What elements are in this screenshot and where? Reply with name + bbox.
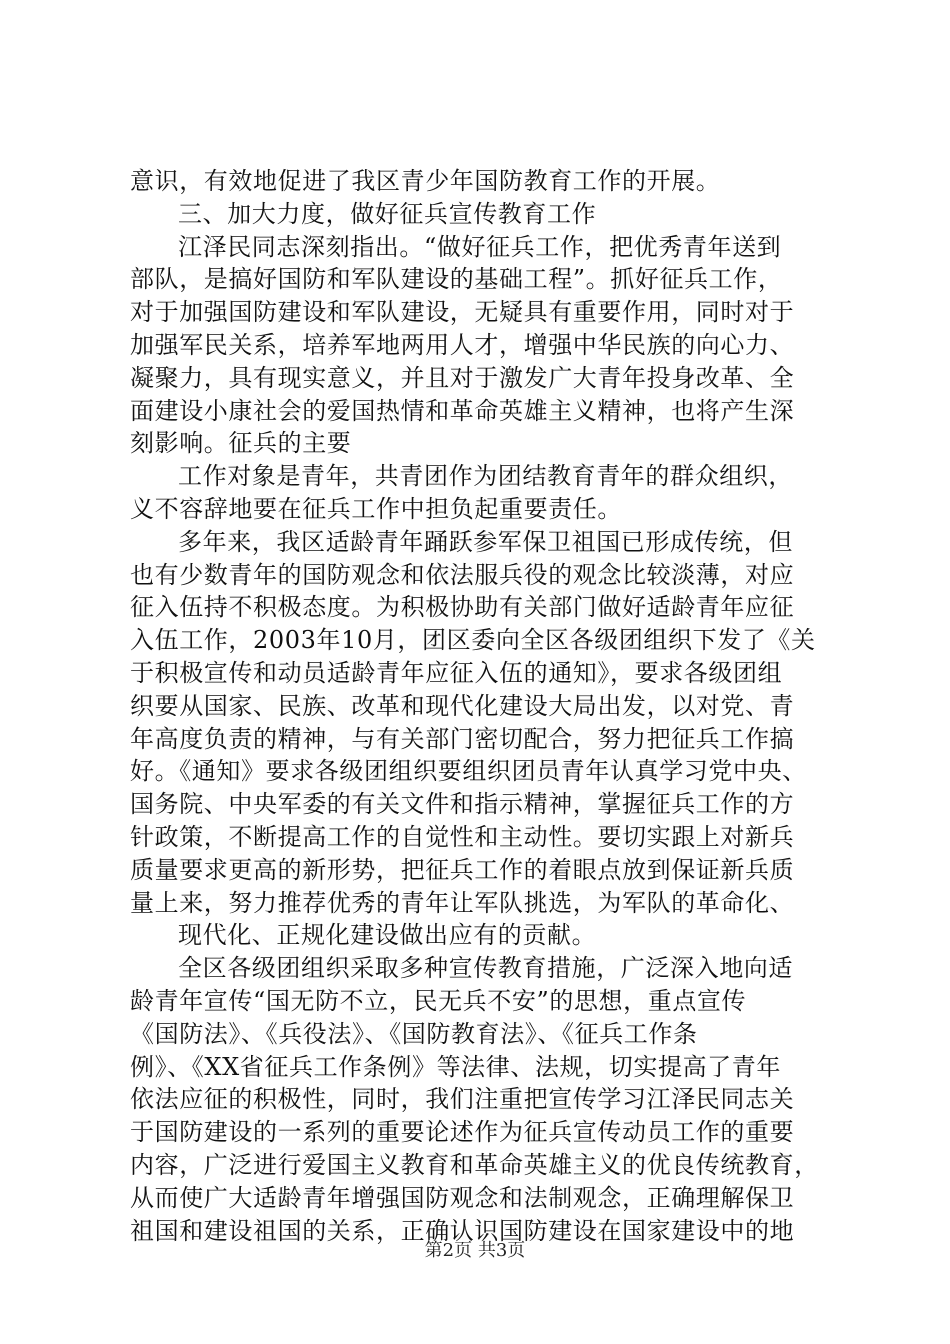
text-line: 龄青年宣传“国无防不立，民无兵不安”的思想，重点宣传 [130, 986, 747, 1015]
text-line: 依法应征的积极性，同时，我们注重把宣传学习江泽民同志关 [130, 1085, 795, 1114]
text-line: 从而使广大适龄青年增强国防观念和法制观念，正确理解保卫 [130, 1183, 795, 1212]
text-line: 《国防法》、《兵役法》、《国防教育法》、《征兵工作条 [130, 1019, 698, 1048]
text-line: 部队，是搞好国防和军队建设的基础工程”。抓好征兵工作， [130, 265, 783, 294]
text-line: 于积极宣传和动员适龄青年应征入伍的通知》，要求各级团组 [130, 658, 783, 687]
text-line: 例》、《XX省征兵工作条例》等法律、法规，切实提高了青年 [130, 1052, 781, 1081]
text-line: 于国防建设的一系列的重要论述作为征兵宣传动员工作的重要 [130, 1118, 795, 1147]
text-line: 江泽民同志深刻指出。“做好征兵工作，把优秀青年送到 [178, 232, 782, 261]
text-line: 义不容辞地要在征兵工作中担负起重要责任。 [130, 494, 622, 523]
page-footer [0, 1236, 950, 1262]
section-heading: 三、加大力度，做好征兵宣传教育工作 [178, 199, 597, 228]
text-line: 量上来，努力推荐优秀的青年让军队挑选，为军队的革命化、 [130, 888, 795, 917]
text-line: 入伍工作，2003年10月，团区委向全区各级团组织下发了《关 [130, 626, 816, 655]
text-line: 意识，有效地促进了我区青少年国防教育工作的开展。 [130, 167, 721, 195]
text-line: 对于加强国防建设和军队建设，无疑具有重要作用，同时对于 [130, 298, 795, 327]
text-line: 内容，广泛进行爱国主义教育和革命英雄主义的优良传统教育， [130, 1150, 819, 1179]
document-body [130, 165, 830, 1247]
text-line: 质量要求更高的新形势，把征兵工作的着眼点放到保证新兵质 [130, 855, 795, 884]
text-line: 加强军民关系，培养军地两用人才，增强中华民族的向心力、 [130, 330, 795, 359]
text-line: 全区各级团组织采取多种宣传教育措施，广泛深入地向适 [178, 954, 793, 983]
text-line: 国务院、中央军委的有关文件和指示精神，掌握征兵工作的方 [130, 790, 795, 819]
text-line: 年高度负责的精神，与有关部门密切配合，努力把征兵工作搞 [130, 724, 795, 753]
page-number-label: 第2页 共3页 [424, 1240, 526, 1261]
text-line: 刻影响。征兵的主要 [130, 429, 352, 458]
text-line: 凝聚力，具有现实意义，并且对于激发广大青年投身改革、全 [130, 363, 795, 392]
text-line: 祖国和建设祖国的关系，正确认识国防建设在国家建设中的地 [130, 1216, 795, 1245]
text-line: 多年来，我区适龄青年踊跃参军保卫祖国已形成传统，但 [178, 527, 793, 556]
text-line: 好。《通知》要求各级团组织要组织团员青年认真学习党中央、 [130, 757, 807, 786]
text-line: 现代化、正规化建设做出应有的贡献。 [178, 921, 597, 950]
text-line: 织要从国家、民族、改革和现代化建设大局出发，以对党、青 [130, 691, 795, 720]
text-line: 针政策，不断提高工作的自觉性和主动性。要切实跟上对新兵 [130, 822, 795, 851]
text-line: 面建设小康社会的爱国热情和革命英雄主义精神，也将产生深 [130, 396, 795, 425]
text-line: 工作对象是青年，共青团作为团结教育青年的群众组织， [178, 462, 793, 491]
text-line: 也有少数青年的国防观念和依法服兵役的观念比较淡薄，对应 [130, 560, 795, 589]
text-line: 征入伍持不积极态度。为积极协助有关部门做好适龄青年应征 [130, 593, 795, 622]
